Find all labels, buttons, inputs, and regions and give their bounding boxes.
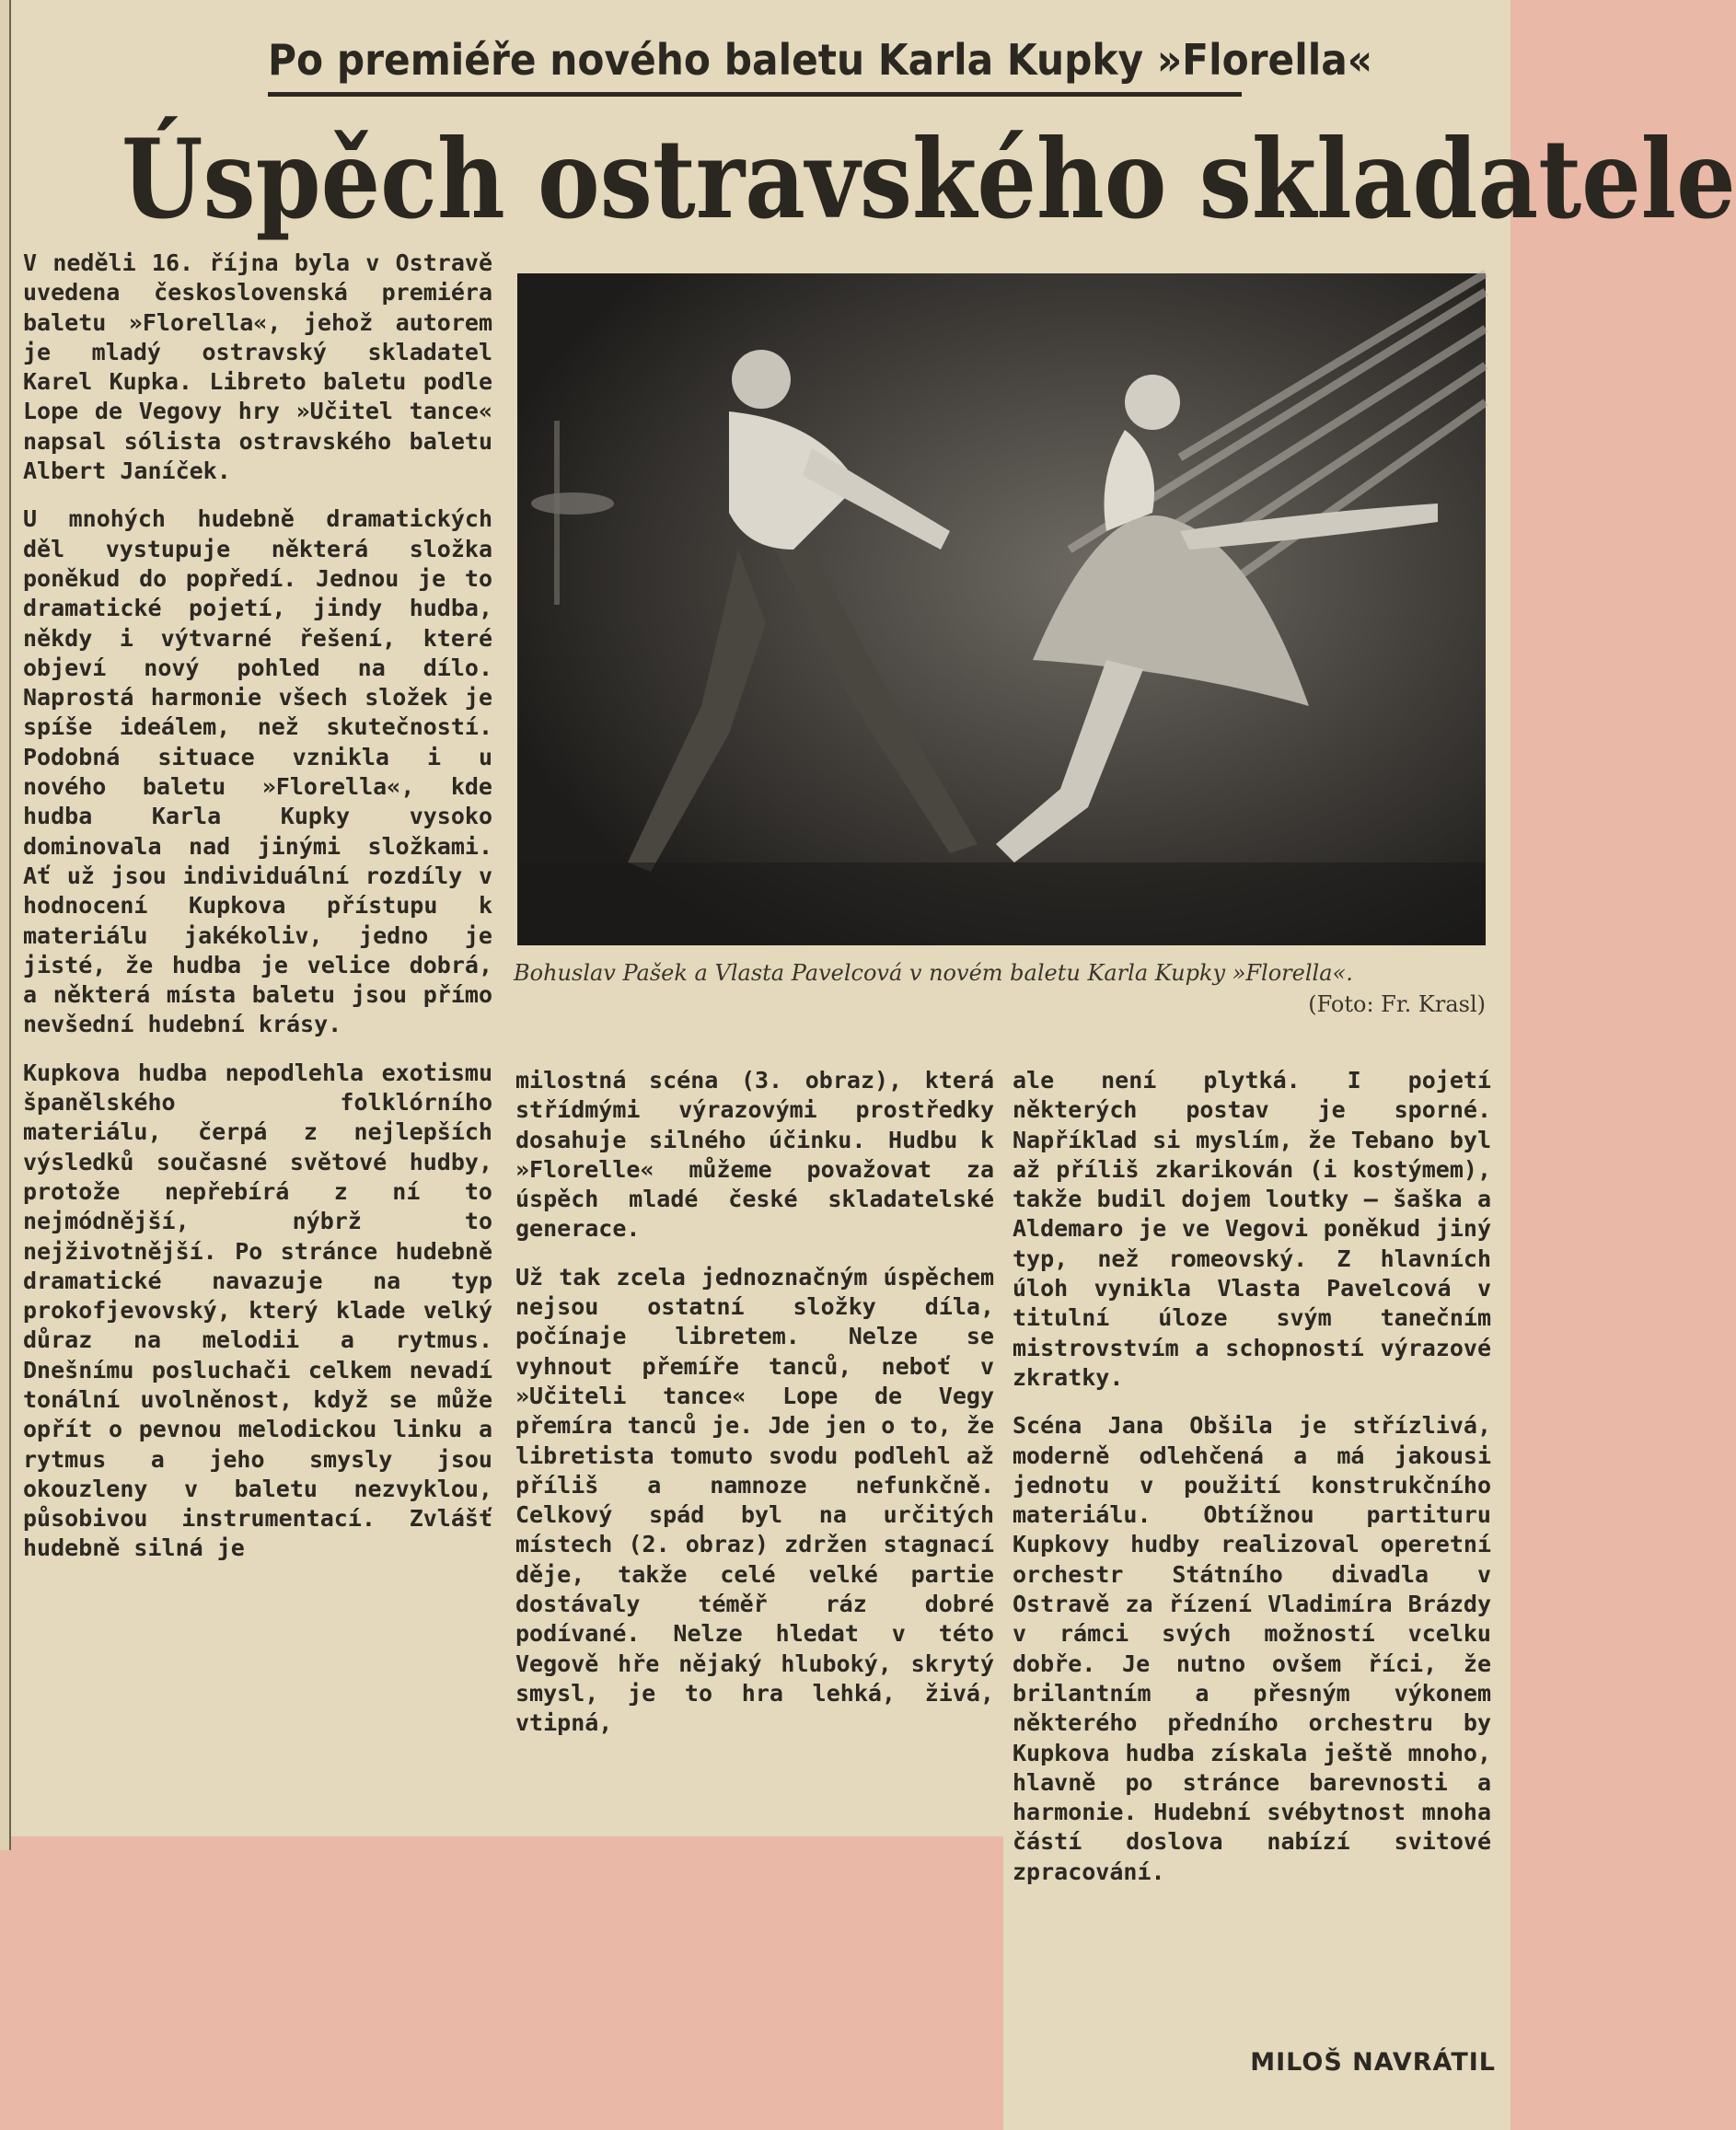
- photo-credit: (Foto: Fr. Krasl): [1308, 991, 1486, 1017]
- photo-caption: Bohuslav Pašek a Vlasta Pavelcová v novém baletu Karla Kupky »Florella«.: [514, 960, 1353, 986]
- paragraph: U mnohých hudebně dramatických děl vystupuje některá složka poněkud do popředí. Jednou je to dramatické pojetí, jindy hudba, někdy i výtvarné řešení, které objeví nový pohled na dílo. Naprostá harmonie všech složek je spíše ideálem, než skutečností. Podobná situace vznikla i u nového baletu »Florella«, kde hudba Karla Kupky vysoko dominovala nad jinými složkami. Ať už jsou individuální rozdíly v hodnocení Kupkova přístupu k materiálu jakékoliv, jedno je jisté, že hudba je velice dobrá, a některá místa baletu jsou přímo nevšední hudební krásy.: [23, 505, 492, 1038]
- paragraph: Kupkova hudba nepodlehla exotismu španělského folklórního materiálu, čerpá z nejlepších výsledků současné světové hudby, protože nepřebírá z ní to nejmódnější, nýbrž to nejživotnější. Po stránce hudebně dramatické navazuje na typ prokofjevovský, který klade velký důraz na melodii a rytmus. Dnešnímu posluchači celkem nevadí tonální uvolněnost, když se může opřít o pevnou melodickou linku a rytmus a jeho smysly jsou okouzleny v baletu nezvyklou, působivou instrumentací. Zvlášť hudebně silná je: [23, 1059, 492, 1562]
- paragraph: Scéna Jana Obšila je střízlivá, moderně odlehčená a má jakousi jednotu v použití konstrukčního materiálu. Obtížnou partituru Kupkovy hudby realizoval operetní orchestr Státního divadla v Ostravě za řízení Vladimíra Brázdy v rámci svých možností vcelku dobře. Je nutno ovšem říci, že brilantním a přesným výkonem některého předního orchestru by Kupkova hudba získala ještě mnoho, hlavně po stránce barevnosti a harmonie. Hudební svébytnost mnoha částí doslova nabízí svitové zpracování.: [1013, 1412, 1491, 1885]
- paragraph: ale není plytká. I pojetí některých postav je sporné. Například si myslím, že Tebano byl až příliš zkarikován (i kostýmem), takže budil dojem loutky — šaška a Aldemaro je ve Vegovi poněkud jiný typ, než romeovský. Z hlavních úloh vynikla Vlasta Pavelcová v titulní úloze svým tanečním mistrovstvím a schopností výrazové zkratky.: [1013, 1067, 1491, 1391]
- paragraph: V neděli 16. října byla v Ostravě uvedena československá premiéra baletu »Florella«, jehož autorem je mladý ostravský skladatel Karel Kupka. Libreto baletu podle Lope de Vegovy hry »Učitel tance« napsal sólista ostravského baletu Albert Janíček.: [23, 249, 492, 485]
- paragraph: milostná scéna (3. obraz), která střídmými výrazovými prostředky dosahuje silného účinku. Hudbu k »Florelle« můžeme považovat za úspěch mladé české skladatelské generace.: [515, 1067, 994, 1243]
- photo-caption-block: [514, 957, 1486, 1017]
- article-column-3: [1013, 1066, 1491, 1905]
- column-rule: [0, 0, 11, 1850]
- main-headline: Úspěch ostravského skladatele: [122, 115, 1736, 243]
- dancers-illustration: [517, 273, 1486, 945]
- paragraph: Už tak zcela jednoznačným úspěchem nejsou ostatní složky díla, počínaje libretem. Nelze se vyhnout přemíře tanců, neboť v »Učiteli tance« Lope de Vegy přemíra tanců je. Jde jen o to, že libretista tomuto svodu podlehl až příliš a namnoze nefunkčně. Celkový spád byl na určitých místech (2. obraz) zdržen stagnací děje, takže celé velké partie dostávaly téměř ráz dobré podívané. Nelze hledat v této Vegově hře nějaký hluboký, skrytý smysl, je to hra lehká, živá, vtipná,: [515, 1263, 994, 1737]
- article-column-2: [515, 1066, 994, 1757]
- article-column-1: [23, 249, 492, 1582]
- ballet-photo: [517, 273, 1486, 945]
- author-byline: MILOŠ NAVRÁTIL: [1250, 2048, 1496, 2077]
- kicker-headline: Po premiéře nového baletu Karla Kupky »Florella«: [268, 28, 1242, 97]
